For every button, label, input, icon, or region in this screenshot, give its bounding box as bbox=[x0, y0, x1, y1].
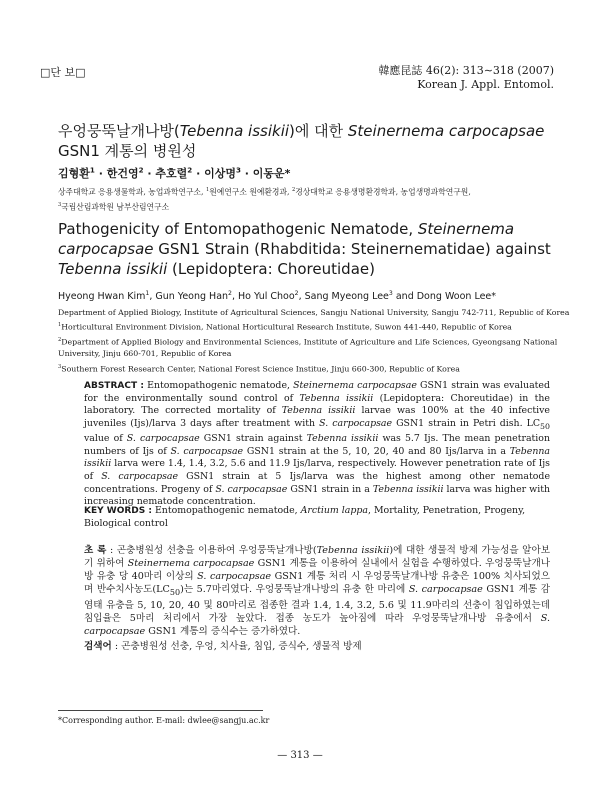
korean-keywords: 검색어 : 곤충병원성 선충, 우엉, 치사율, 침입, 증식수, 생물적 방제 bbox=[84, 641, 362, 652]
korean-abstract: 초 록 : 곤충병원성 선충을 이용하여 우엉뭉뚝날개나방(Tebenna issikii)에 대한 생물적 방제 가능성을 알아보기 위하여 Steinernema carpocapsae GSN1 계통을 이용하여 실내에서 실험을 수행하였다. 우엉뭉뚝날개나방 유충 당 40마리 이상의 S. carpocapsae GSN1 계통 처리 시 우엉뭉뚝날개나방 유충은 100% 치사되었으며 반수치사농도$(LC_{50})$는 5.7마리였다. 우엉뭉뚝날개나방의 유충 한 마리에 S. carpocapsae GSN1 계통 감염태 유충을 5, 10, 20, 40 및 80마리로 접종한 결과 1.4, 1.4, 3.2, 5.6 및 11.9마리의 선충이 침입하였는데 침입율은 5마리 처리에서 가장 높았다. 접종 농도가 높아짐에 따라 우엉뭉뚝날개나방 유충에서 S. carpocapsae GSN1 계통의 증식수는 증가하였다. bbox=[84, 545, 550, 638]
korean-authors: 김형환$^1$ · 한건영$^2$ · 추호렬$^2$ · 이상명$^3$ · 이동운* bbox=[58, 165, 291, 180]
footnote-divider bbox=[58, 710, 263, 711]
affiliation-2: $^1$Horticultural Environment Division, National Horticultural Research Institute, Suwon 441-440, Republic of Korea bbox=[58, 322, 512, 332]
english-title: Pathogenicity of Entomopathogenic Nematode, Steinernema carpocapsae GSN1 Strain (Rhabditida: Steinernematidae) against Tebenna issikii (Lepidoptera: Choreutidae) bbox=[58, 220, 551, 278]
section-label: □단 보□ bbox=[40, 66, 86, 79]
journal-citation bbox=[378, 64, 554, 92]
corresponding-author-footnote: *Corresponding author. E-mail: dwlee@sangju.ac.kr bbox=[58, 716, 270, 725]
korean-title: 우엉뭉뚝날개나방(Tebenna issikii)에 대한 Steinernema carpocapsae GSN1 계통의 병원성 bbox=[58, 122, 545, 160]
english-affiliations bbox=[58, 307, 578, 375]
affiliation-4: $^3$Southern Forest Research Center, National Forest Science Institue, Jinju 660-300, Republic of Korea bbox=[58, 363, 460, 374]
english-authors: Hyeong Hwan Kim$^1$, Gun Yeong Han$^2$, Ho Yul Choo$^2$, Sang Myeong Lee$^3$ and Dong Woon Lee* bbox=[58, 290, 497, 303]
affiliation-3: $^2$Department of Applied Biology and Environmental Sciences, Institute of Agriculture and Life Sciences, Gyeongsang National University, Jinju 660-701, Republic of Korea bbox=[58, 336, 558, 359]
korean-affiliations: 상주대학교 응용생물학과, 농업과학연구소, $^1$원예연구소 원예환경과, $^2$경상대학교 응용생명환경학과, 농업생명과학연구원, $^3$국립산림과학원 남부산림연구소 bbox=[58, 187, 471, 212]
page-number: — 313 — bbox=[277, 750, 323, 761]
english-abstract: ABSTRACT : Entomopathogenic nematode, Steinernema carpocapsae GSN1 strain was evaluated for the environmentally sound control of Tebenna issikii (Lepidoptera: Choreutidae) in the laboratory. The corrected mortality of Tebenna issikii larvae was 100% at the 40 infective juveniles (Ijs)/larva 3 days after treatment with S. carpocapsae GSN1 strain in Petri dish. $LC_{50}$ value of S. carpocapsae GSN1 strain against Tebenna issikii was 5.7 Ijs. The mean penetration numbers of Ijs of S. carpocapsae GSN1 strain at the 5, 10, 20, 40 and 80 Ijs/larva in a Tebenna issikii larva were 1.4, 1.4, 3.2, 5.6 and 11.9 Ijs/larva, respectively. However penetration rate of Ijs of S. carpocapsae GSN1 strain at 5 Ijs/larva was the highest among other nematode concentrations. Progeny of S. carpocapsae GSN1 strain in a Tebenna issikii larva was higher with increasing nematode concentration. bbox=[84, 380, 550, 508]
english-keywords: KEY WORDS : Entomopathogenic nematode, Arctium lappa, Mortality, Penetration, Progeny, Biological control bbox=[84, 505, 526, 529]
affiliation-1: Department of Applied Biology, Institute of Agricultural Sciences, Sangju National University, Sangju 742-711, Republic of Korea bbox=[58, 308, 570, 317]
journal-name-en: Korean J. Appl. Entomol. bbox=[417, 78, 554, 91]
journal-citation-ko: 韓應昆誌 46(2): 313∼318 (2007) bbox=[378, 64, 554, 77]
